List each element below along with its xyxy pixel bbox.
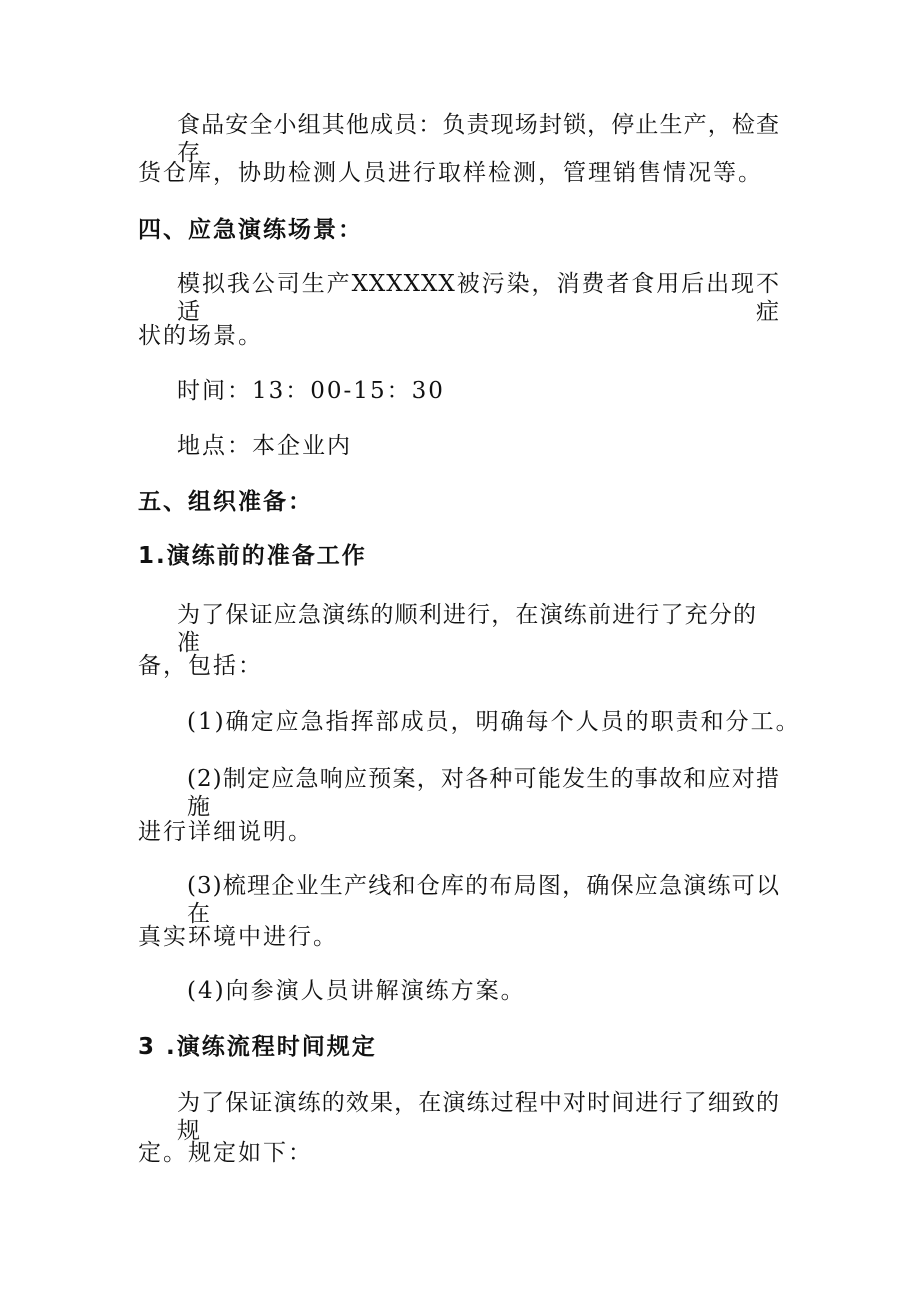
list-item-3-line-2: 真实环境中进行。 xyxy=(138,924,338,950)
list-item-2-line-1: (2)制定应急响应预案，对各种可能发生的事故和应对措施 xyxy=(187,766,780,820)
paragraph-food-safety-line-1: 食品安全小组其他成员：负责现场封锁，停止生产，检查存 xyxy=(177,112,780,166)
list-item-1: (1)确定应急指挥部成员，明确每个人员的职责和分工。 xyxy=(187,709,801,735)
paragraph-timing-line-2: 定。规定如下： xyxy=(138,1140,313,1166)
drill-location: 地点：本企业内 xyxy=(177,433,352,459)
list-item-2-line-2: 进行详细说明。 xyxy=(138,819,313,845)
section-heading-5: 五、组织准备： xyxy=(138,489,313,515)
subsection-heading-1: 1.演练前的准备工作 xyxy=(138,543,367,569)
list-item-4: (4)向参演人员讲解演练方案。 xyxy=(187,978,526,1004)
drill-time: 时间：13：00-15：30 xyxy=(177,378,445,404)
paragraph-scenario-line-1: 模拟我公司生产XXXXXX被污染，消费者食用后出现不适症 xyxy=(177,271,780,325)
subsection-heading-3: 3 .演练流程时间规定 xyxy=(138,1034,377,1060)
paragraph-food-safety-line-2: 货仓库，协助检测人员进行取样检测，管理销售情况等。 xyxy=(138,160,763,186)
paragraph-timing-line-1: 为了保证演练的效果，在演练过程中对时间进行了细致的规 xyxy=(177,1090,780,1144)
paragraph-prep-line-2: 备，包括： xyxy=(138,653,263,679)
section-heading-4: 四、应急演练场景： xyxy=(138,217,363,243)
list-item-3-line-1: (3)梳理企业生产线和仓库的布局图，确保应急演练可以在 xyxy=(187,873,780,927)
paragraph-scenario-line-2: 状的场景。 xyxy=(138,323,263,349)
paragraph-prep-line-1: 为了保证应急演练的顺利进行，在演练前进行了充分的准 xyxy=(177,602,757,656)
